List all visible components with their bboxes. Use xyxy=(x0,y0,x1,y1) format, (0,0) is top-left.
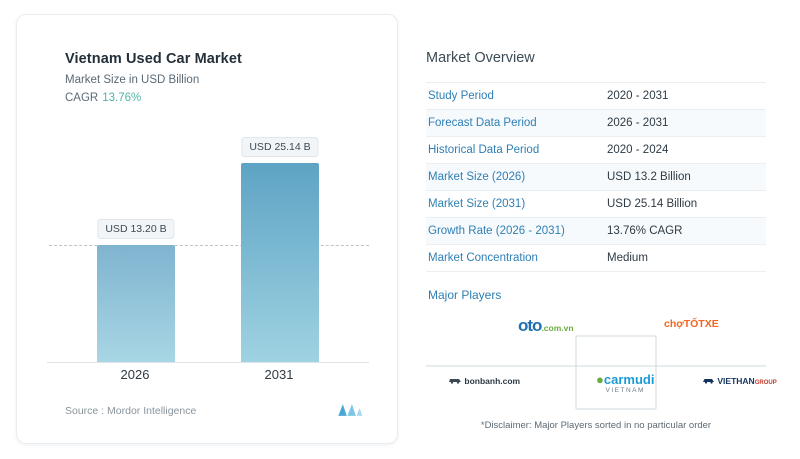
fact-value: USD 25.14 Billion xyxy=(605,191,766,218)
x-axis-line xyxy=(47,362,369,363)
fact-key: Forecast Data Period xyxy=(426,110,605,137)
bar-column-2031[interactable] xyxy=(241,125,319,363)
overview-title: Market Overview xyxy=(426,50,535,66)
bar-chart-plot xyxy=(39,125,377,363)
chart-cagr xyxy=(65,92,375,104)
bar-2031[interactable] xyxy=(241,163,319,363)
bar-2026[interactable] xyxy=(97,245,175,363)
fact-key: Market Size (2026) xyxy=(426,164,605,191)
player-logo-oto: oto.com.vn xyxy=(518,316,574,335)
fact-value: 2026 - 2031 xyxy=(605,110,766,137)
table-row xyxy=(426,110,766,137)
bar-value-label-2031: USD 25.14 B xyxy=(241,137,318,157)
fact-value: Medium xyxy=(605,245,766,272)
fact-value: 2020 - 2031 xyxy=(605,83,766,110)
fact-key: Growth Rate (2026 - 2031) xyxy=(426,218,605,245)
mordor-intelligence-logo-icon xyxy=(337,401,363,419)
major-players-grid xyxy=(426,304,777,414)
market-facts-table xyxy=(426,82,766,272)
bar-value-label-2026: USD 13.20 B xyxy=(97,219,174,239)
x-tick-2031: 2031 xyxy=(264,367,294,382)
fact-value: 2020 - 2024 xyxy=(605,137,766,164)
car-icon xyxy=(702,376,715,386)
chart-subtitle: Market Size in USD Billion xyxy=(65,74,200,86)
table-row xyxy=(426,83,766,110)
player-logo-viet-han: VIETHANGROUP xyxy=(702,376,777,386)
bars-group xyxy=(39,125,377,363)
fact-key: Historical Data Period xyxy=(426,137,605,164)
table-row xyxy=(426,164,766,191)
table-row xyxy=(426,191,766,218)
fact-value: USD 13.2 Billion xyxy=(605,164,766,191)
fact-key: Study Period xyxy=(426,83,605,110)
fact-key: Market Concentration xyxy=(426,245,605,272)
bar-column-2026[interactable] xyxy=(97,125,175,363)
fact-key: Market Size (2031) xyxy=(426,191,605,218)
players-disclaimer: *Disclaimer: Major Players sorted in no particular order xyxy=(480,420,712,431)
cagr-value: 13.76% xyxy=(102,92,142,104)
table-row xyxy=(426,245,766,272)
cagr-label: CAGR xyxy=(65,92,99,104)
source-label: Source : Mordor Intelligence xyxy=(65,405,197,417)
table-row xyxy=(426,218,766,245)
market-overview-panel xyxy=(398,14,784,445)
fact-value: 13.76% CAGR xyxy=(605,218,766,245)
player-logo-carmudi: ●carmudi VIETNAM xyxy=(596,372,655,394)
table-row xyxy=(426,137,766,164)
major-players-title: Major Players xyxy=(428,288,502,302)
page-title: Vietnam Used Car Market xyxy=(65,51,242,67)
x-tick-2026: 2026 xyxy=(120,367,150,382)
player-logo-chotot-xe: chợTỐTXE xyxy=(664,318,719,330)
x-axis-tick-labels xyxy=(17,367,397,382)
chart-card xyxy=(16,14,398,444)
car-icon xyxy=(448,376,462,386)
player-logo-bonbanh: bonbanh.com xyxy=(448,376,520,386)
